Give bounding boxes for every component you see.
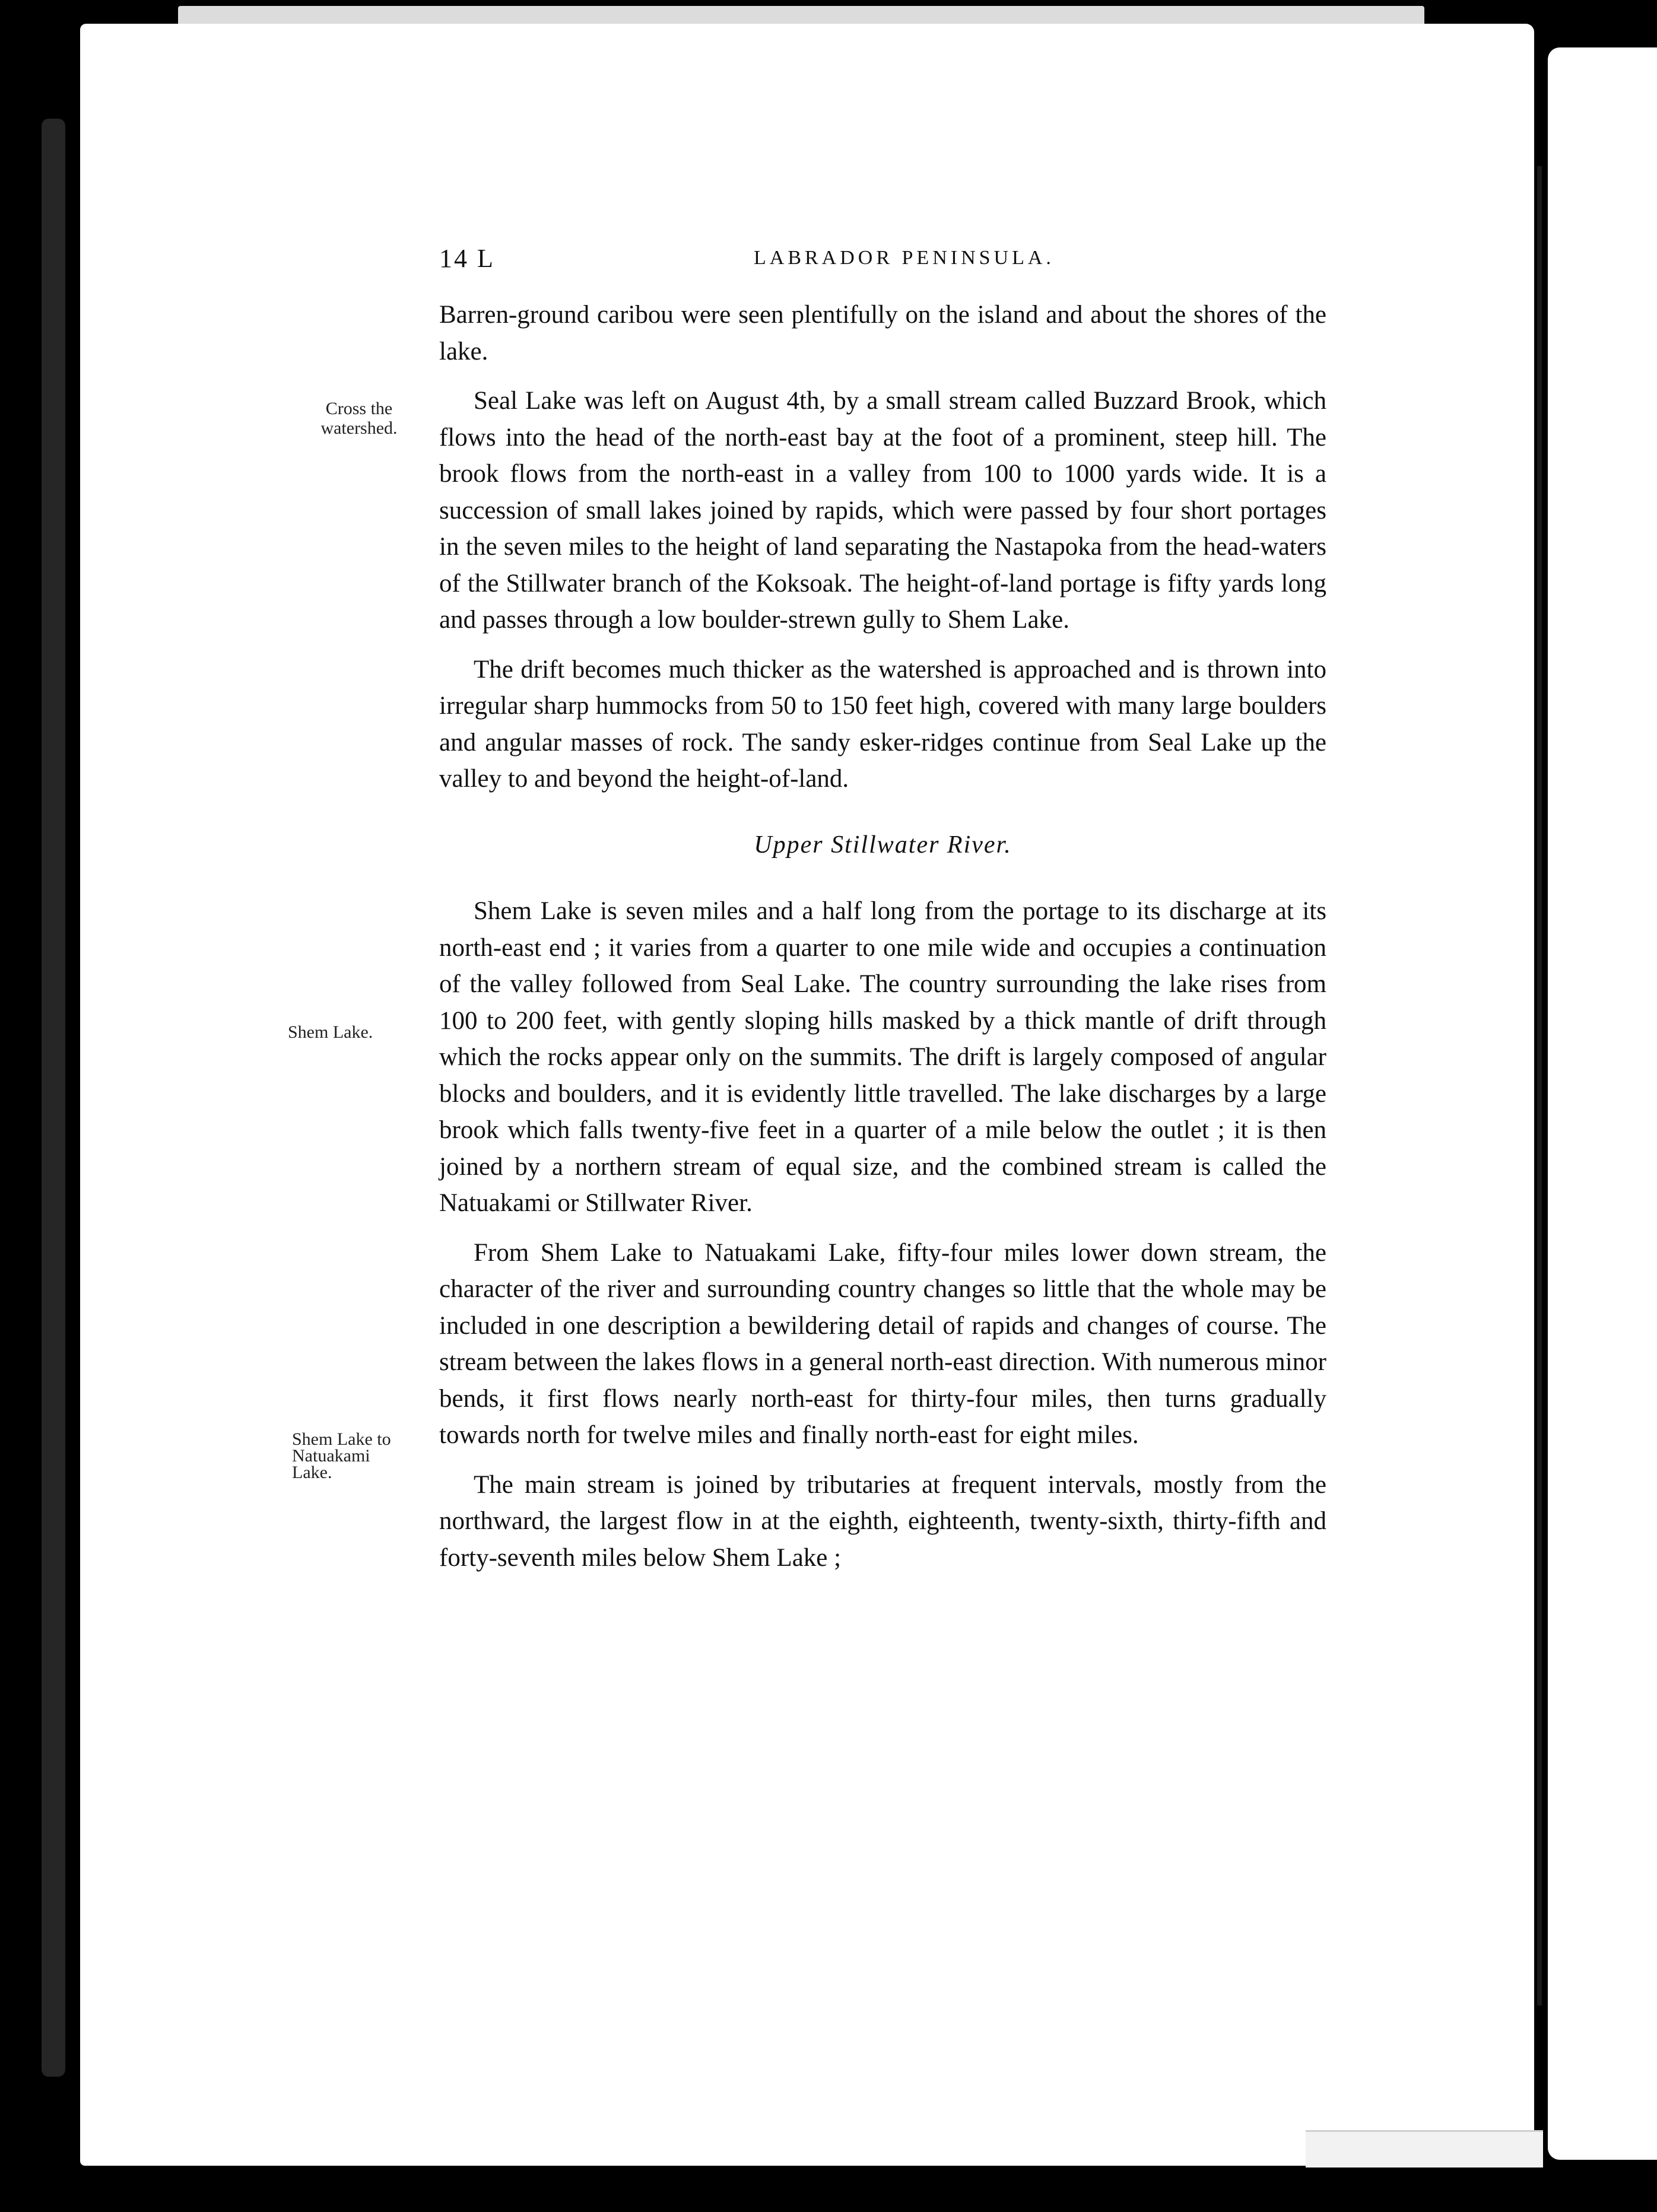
paragraph: From Shem Lake to Natuakami Lake, fifty-four miles lower down stream, the character of the river and surrounding country changes so little that the whole may be included in one description a bewildering detail of rapids and changes of course. The stream between the lakes flows in a general north-east direction. With numerous minor bends, it first flows nearly north-east for thirty-four miles, then turns gradually towards north for twelve miles and finally north-east for eight miles. xyxy=(439,1238,1326,1449)
binding-shadow xyxy=(42,119,65,2077)
paragraph: Shem Lake is seven miles and a half long from the portage to its discharge at its north-east end ; it varies from a quarter to one mile wide and occupies a continuation of the valley followed from Seal Lake. The country surrounding the lake rises from 100 to 200 feet, with gently sloping hills masked by a thick mantle of drift through which the rocks appear only on the summits. The drift is largely composed of angular blocks and boulders, and it is evidently little travelled. The lake discharges by a large brook which falls twenty-five feet in a quarter of a mile below the outlet ; it is then joined by a northern stream of equal size, and the combined stream is called the Natuakami or Stillwater River. xyxy=(439,897,1326,1217)
paragraph: Seal Lake was left on August 4th, by a small stream called Buzzard Brook, which flows into the head of the north-east bay at the foot of a prominent, steep hill. The brook flows from the north-east in a valley from 100 to 1000 yards wide. It is a succession of small lakes joined by rapids, which were passed by four short portages in the seven miles to the height of land separating the Nastapoka from the head-waters of the Stillwater branch of the Koksoak. The height-of-land portage is fifty yards long and passes through a low boulder-strewn gully to Shem Lake. xyxy=(439,387,1326,634)
running-head xyxy=(439,243,1318,279)
section-heading: Upper Stillwater River. xyxy=(754,831,1012,859)
adjacent-page-strip xyxy=(1548,47,1657,2160)
running-title: LABRADOR PENINSULA. xyxy=(754,247,1055,269)
page-curl xyxy=(1306,2130,1543,2167)
paragraph: Barren-ground caribou were seen plentifully on the island and about the shores of the lake. xyxy=(439,301,1326,366)
margin-note-line: Natuakami xyxy=(292,1446,370,1466)
paragraph: The drift becomes much thicker as the watershed is approached and is thrown into irregular sharp hummocks from 50 to 150 feet high, covered with many large boulders and angular masses of rock. The sandy esker-ridges continue from Seal Lake up the valley to and beyond the height-of-land. xyxy=(439,655,1326,793)
margin-note-shem-to-natuakami xyxy=(292,1431,452,1481)
margin-note-cross-watershed xyxy=(279,399,439,438)
margin-note-line: Cross the xyxy=(325,399,393,418)
margin-note-line: watershed. xyxy=(320,418,398,438)
page-edge-line xyxy=(1537,166,1542,2006)
page-number: 14 L xyxy=(439,244,495,273)
margin-note-line: Shem Lake to xyxy=(292,1429,391,1449)
margin-note-line: Shem Lake. xyxy=(288,1022,373,1042)
margin-note-line: Lake. xyxy=(292,1463,332,1482)
margin-note-shem-lake xyxy=(288,1022,448,1042)
paragraph: The main stream is joined by tributaries at frequent intervals, mostly from the northward, the largest flow in at the eighth, eighteenth, twenty-sixth, thirty-fifth and forty-seventh miles below Shem Lake ; xyxy=(439,1470,1326,1572)
body-text xyxy=(439,297,1326,1576)
